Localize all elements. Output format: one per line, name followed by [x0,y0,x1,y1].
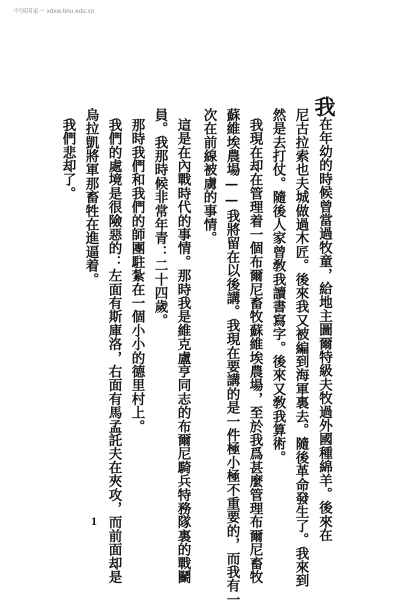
text-column-5: 蘇維埃農場——我將留在以後講。我現在要講的是一件極小極不重要的，而我有一 [223,108,240,606]
text-column-7: 這是在內戰時代的事情。那時我是維克盧亨同志的布爾尼騎兵特務隊裏的戰鬭 [174,118,191,584]
text-column-6: 次在前線被虜的事情。 [200,108,217,245]
text-column-2: 尼古拉索也夫城做過木匠。後來我又被編到海軍裏去。隨後革命發生了。我來到 [292,108,309,588]
text-column-10: 我們的處境是很險惡的：左面有斯庫洛，右面有馬孟託夫在夾攻，而前面却是 [105,118,122,584]
page-number: 1 [91,514,97,528]
body-text [30,96,337,606]
text-line-1: 在年幼的時候曾當過牧童，給地主圖爾特級夫牧過外國種綿羊。後來在 [316,117,332,542]
watermark: 中国国家一 xdxw.bnu.edu.cn [14,9,95,15]
drop-cap: 我 [312,96,337,118]
text-column-8: 員。我那時候非常年青：二十四歲。 [151,108,168,328]
text-column-3: 然是去打仗。隨後人家曾敎我讀書寫字。後來又敎我算術。 [269,108,286,465]
text-column-9: 那時我們和我們的師團駐紮在一個小小的德里村上。 [128,118,145,434]
text-column-4: 我現在却在管理着一個布爾尼畜牧蘇維埃農場，至於我爲甚麼管理布爾尼畜牧 [246,118,263,584]
text-column-1 [314,96,335,542]
text-column-12: 我們悲却了。 [59,118,76,201]
text-column-11: 烏拉凱將軍那畜牲在進逼着。 [82,108,99,287]
